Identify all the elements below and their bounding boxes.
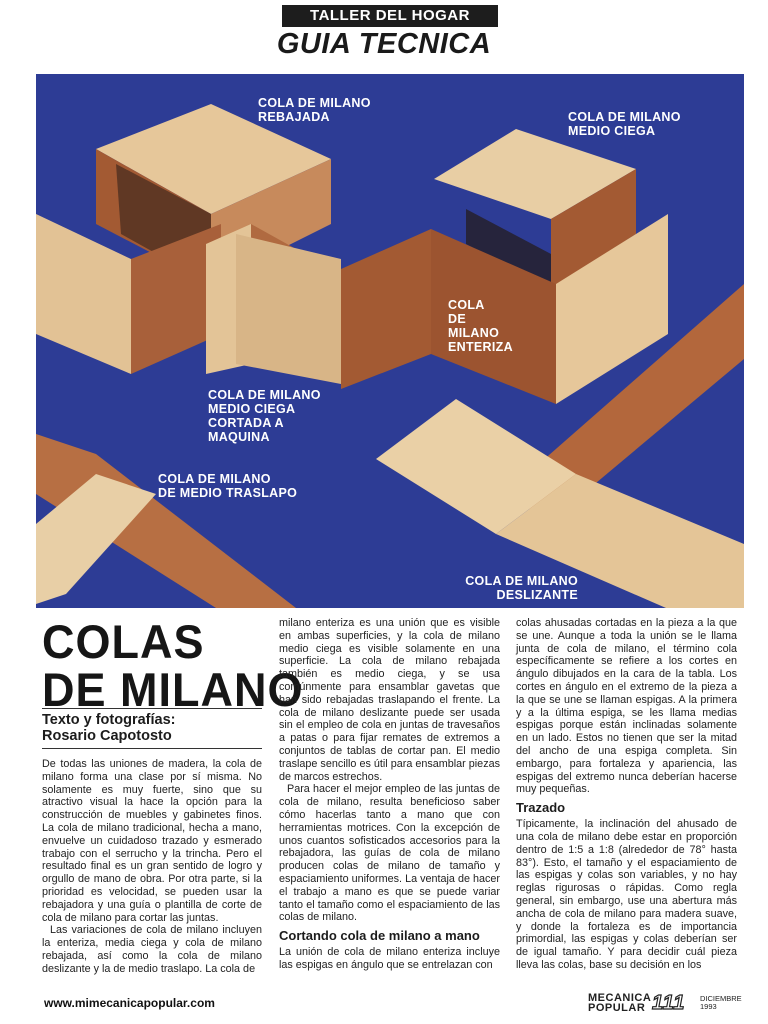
joinery-photo xyxy=(36,74,744,608)
byline xyxy=(42,712,175,744)
paragraph: colas ahusadas cortadas en la pieza a la que se une. Aunque a toda la unión se le llama junta de cola de milano, el término cola específicamente se refiere a los cortes en ángulo dibujados en la cara de la tabla. Los cortes en ángulo en el extremo de la pieza a la que se une se llaman espigas. A la primera y a la última espiga, se les llama medias espigas porque están inclinadas solamente en un lado. Estos no tienen que ser la mitad del ancho de una espiga completa. Sin embargo, para fortaleza y apariencia, las espigas del extremo nunca deberían hacerse muy pequeñas. xyxy=(516,617,737,796)
caption-deslizante: COLA DE MILANO DESLIZANTE xyxy=(465,574,578,602)
paragraph: De todas las uniones de madera, la cola de milano forma una clase por sí misma. No solamente es muy fuerte, sino que su atractivo visual la hace la opción para la construcción de muebles y gabinetes finos. La cola de milano tradicional, hecha a mano, envuelve un cuidadoso trazado y esmerado trabajo con el serrucho y la trincha. Pero el resultado final es un gran sentido de logro y orgullo de mano de obra. Por otra parte, si la prioridad es velocidad, se pueden usar la rebajadora y una guía o plantilla de corte de cola de milano para cortar las juntas. xyxy=(42,758,262,924)
magazine-name-line1: MECANICA xyxy=(588,992,652,1004)
byline-rule xyxy=(42,708,262,709)
footer-url[interactable]: www.mimecanicapopular.com xyxy=(44,996,215,1010)
section-heading: Cortando cola de milano a mano xyxy=(279,928,480,944)
issue-month: DICIEMBRE xyxy=(700,994,742,1003)
caption-rebajada: COLA DE MILANO REBAJADA xyxy=(258,96,371,124)
issue-date xyxy=(700,995,742,1011)
section-heading: Trazado xyxy=(516,800,566,816)
article-column-1 xyxy=(42,758,262,976)
paragraph: Las variaciones de cola de milano incluyen la enteriza, media ciega y cola de milano rebajada, así como la cola de milano deslizante y la de medio traslapo. La cola de xyxy=(42,924,262,975)
guide-title: GUIA TECNICA xyxy=(276,28,492,60)
dovetail-samples-illustration xyxy=(36,74,744,608)
article-column-3 xyxy=(516,617,737,972)
paragraph: Para hacer el mejor empleo de las juntas de cola de milano, resulta beneficioso saber cómo hacerlas tanto a mano que con herramientas motrices. Con la excepción de unos cuantos sofisticados accesorios para la rebajadora, las guías de cola de milano producen colas de milano de tamaño y espaciamiento uniformes. La ventaja de hacer el trabajo a mano es que se puede variar tanto el tamaño como el espaciamiento de las colas de milano. xyxy=(279,783,500,924)
magazine-logo xyxy=(588,993,651,1013)
byline-author: Rosario Capotosto xyxy=(42,728,172,744)
paragraph: La unión de cola de milano enteriza incluye las espigas en ángulo que se entrelazan con xyxy=(279,946,500,971)
page-number: 111 xyxy=(652,992,686,1014)
section-kicker: TALLER DEL HOGAR xyxy=(282,5,498,27)
caption-traslapo: COLA DE MILANO DE MEDIO TRASLAPO xyxy=(158,472,298,500)
caption-maquina: COLA DE MILANO MEDIO CIEGA CORTADA A MAQUINA xyxy=(208,388,321,444)
paragraph: milano enteriza es una unión que es visible en ambas superficies, y la cola de milano medio ciega es visible solamente en una superficie. La cola de milano rebajada también es medio ciega, y se usa comúnmente para ensamblar gavetas que han sido rebajadas traslapando el frente. La cola de milano deslizante puede ser usada sin el empleo de cola en juntas de travesaños a patas o para fijar remates de extremos a conjuntos de tablas de cortar pan. El medio traslape sencillo es útil para ensamblar piezas de marcos estrechos. xyxy=(279,617,500,783)
byline-rule-bottom xyxy=(42,748,262,749)
issue-year: 1993 xyxy=(700,1002,717,1011)
article-title: COLAS DE MILANO xyxy=(42,614,304,717)
magazine-name-line2: POPULAR xyxy=(588,1002,646,1014)
byline-label: Texto y fotografías: xyxy=(42,712,176,728)
article-column-2 xyxy=(279,617,500,972)
paragraph: Típicamente, la inclinación del ahusado de una cola de milano debe estar en proporción dentro de 1:5 a 1:8 (alrededor de 78° hasta 83°). Esto, el tamaño y el espaciamiento de las espigas y colas son variables, y no hay reglas rigurosas o rápidas. Como regla general, sin embargo, use una abertura más ancha de cola de milano para madera suave, y donde la fortaleza es de importancia primordial, las espigas y colas deberían ser de igual tamaño. Y para decidir cuál pieza lleva las colas, base su decisión en los xyxy=(516,818,737,971)
caption-enteriza: COLA DE MILANO ENTERIZA xyxy=(448,298,513,354)
caption-medio-ciega: COLA DE MILANO MEDIO CIEGA xyxy=(568,110,681,138)
